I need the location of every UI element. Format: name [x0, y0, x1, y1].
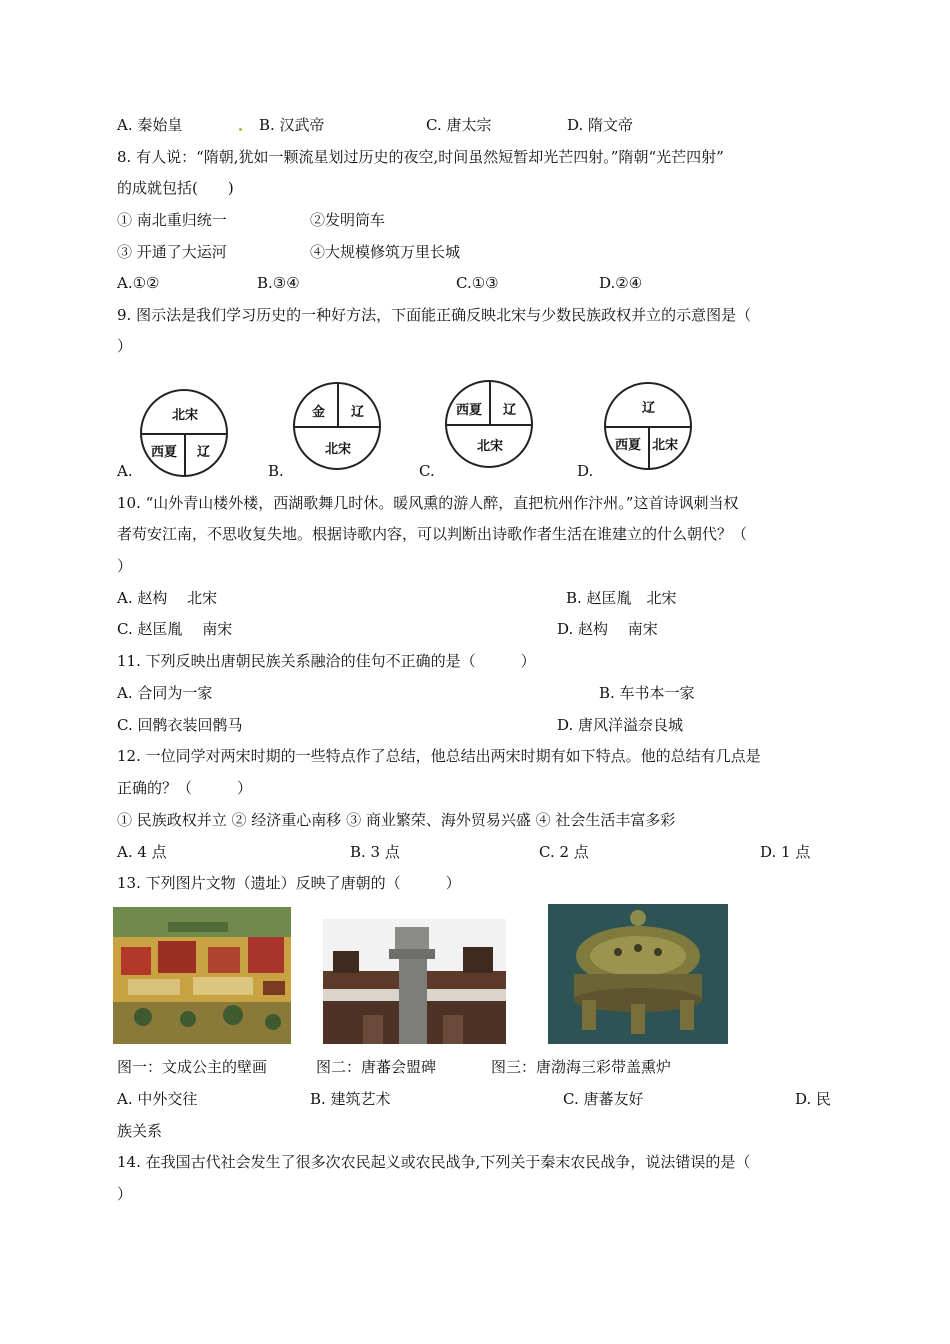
region-label: 西夏 — [456, 403, 483, 418]
region-label: 辽 — [197, 445, 211, 460]
q11-stem: 11. 下列反映出唐朝民族关系融洽的佳句不正确的是（ ） — [117, 652, 536, 670]
q13-option-d-cont: 族关系 — [117, 1122, 163, 1140]
region-label: 辽 — [503, 403, 517, 418]
q9-diagram-b[interactable] — [293, 382, 381, 470]
q9-option-a-label[interactable]: A. — [117, 462, 133, 480]
q12-stem-line2: 正确的？（ ） — [117, 779, 253, 797]
q8-statement-2: ②发明筒车 — [310, 211, 386, 229]
q8-option-c[interactable]: C.①③ — [456, 274, 499, 292]
q9-stem-line1: 9. 图示法是我们学习历史的一种好方法，下面能正确反映北宋与少数民族政权并立的示意图是（ — [117, 306, 752, 324]
q7-option-d[interactable]: D. 隋文帝 — [567, 116, 634, 134]
q12-statements: ① 民族政权并立 ② 经济重心南移 ③ 商业繁荣、海外贸易兴盛 ④ 社会生活丰富多彩 — [117, 811, 676, 829]
q8-option-a[interactable]: A.①② — [117, 274, 160, 292]
q13-caption-3: 图三：唐渤海三彩带盖熏炉 — [491, 1058, 672, 1076]
region-label: 西夏 — [151, 445, 178, 460]
stele-image — [323, 919, 506, 1044]
q8-statement-1: ① 南北重归统一 — [117, 211, 227, 229]
q13-stem: 13. 下列图片文物（遗址）反映了唐朝的（ ） — [117, 874, 461, 892]
q13-caption-2: 图二：唐蕃会盟碑 — [316, 1058, 437, 1076]
q13-option-a[interactable]: A. 中外交往 — [117, 1090, 198, 1108]
q12-stem-line1: 12. 一位同学对两宋时期的一些特点作了总结，他总结出两宋时期有如下特点。他的总结有几点是 — [117, 747, 761, 765]
q11-option-c[interactable]: C. 回鹘衣装回鹘马 — [117, 716, 243, 734]
q8-stem-line1: 8. 有人说：“隋朝,犹如一颗流星划过历史的夜空,时间虽然短暂却光芒四射。”隋朝“光芒四射” — [117, 148, 724, 166]
q14-stem-line1: 14. 在我国古代社会发生了很多次农民起义或农民战争,下列关于秦末农民战争，说法错误的是（ — [117, 1153, 751, 1171]
speck-mark — [239, 128, 242, 131]
q7-option-a[interactable]: A. 秦始皇 — [117, 116, 183, 134]
region-label: 北宋 — [325, 442, 352, 457]
q14-stem-line2: ） — [117, 1185, 133, 1203]
q10-stem-line1: 10. “山外青山楼外楼，西湖歌舞几时休。暖风熏的游人醉，直把杭州作汴州。”这首诗讽刺当权 — [117, 494, 739, 512]
q13-option-b[interactable]: B. 建筑艺术 — [310, 1090, 391, 1108]
q8-statement-3: ③ 开通了大运河 — [117, 243, 227, 261]
q9-option-c-label[interactable]: C. — [419, 462, 435, 480]
q12-option-b[interactable]: B. 3 点 — [350, 843, 400, 861]
q13-option-c[interactable]: C. 唐蕃友好 — [563, 1090, 644, 1108]
region-label: 金 — [312, 405, 326, 420]
q12-option-a[interactable]: A. 4 点 — [117, 843, 167, 861]
censer-image — [548, 904, 728, 1044]
q8-option-b[interactable]: B.③④ — [257, 274, 300, 292]
mural-image — [113, 907, 291, 1044]
q12-option-c[interactable]: C. 2 点 — [539, 843, 589, 861]
region-label: 辽 — [351, 405, 365, 420]
q10-option-c[interactable]: C. 赵匡胤 南宋 — [117, 620, 233, 638]
q9-diagram-d[interactable] — [604, 382, 692, 470]
q9-option-b-label[interactable]: B. — [268, 462, 284, 480]
q7-option-b[interactable]: B. 汉武帝 — [259, 116, 325, 134]
q7-option-c[interactable]: C. 唐太宗 — [426, 116, 492, 134]
region-label: 辽 — [642, 401, 656, 416]
q11-option-d[interactable]: D. 唐风洋溢奈良城 — [557, 716, 684, 734]
region-label: 西夏 — [615, 438, 642, 453]
q9-stem-line2: ） — [117, 337, 133, 355]
q11-option-a[interactable]: A. 合同为一家 — [117, 684, 213, 702]
q12-option-d[interactable]: D. 1 点 — [760, 843, 811, 861]
q9-option-d-label[interactable]: D. — [577, 462, 594, 480]
q10-option-b[interactable]: B. 赵匡胤 北宋 — [566, 589, 677, 607]
q9-diagram-a[interactable] — [140, 389, 228, 477]
q13-option-d[interactable]: D. 民 — [795, 1090, 832, 1108]
q10-stem-line2: 者苟安江南，不思收复失地。根据诗歌内容，可以判断出诗歌作者生活在谁建立的什么朝代？（ — [117, 525, 748, 543]
q9-diagram-c[interactable] — [445, 380, 533, 468]
q10-option-d[interactable]: D. 赵构 南宋 — [557, 620, 658, 638]
q10-option-a[interactable]: A. 赵构 北宋 — [117, 589, 218, 607]
q8-option-d[interactable]: D.②④ — [599, 274, 643, 292]
q8-statement-4: ④大规模修筑万里长城 — [310, 243, 461, 261]
region-label: 北宋 — [477, 439, 504, 454]
region-label: 北宋 — [652, 438, 679, 453]
q8-stem-line2: 的成就包括( ) — [117, 179, 234, 197]
q13-caption-1: 图一：文成公主的壁画 — [117, 1058, 268, 1076]
q11-option-b[interactable]: B. 车书本一家 — [599, 684, 695, 702]
region-label: 北宋 — [172, 408, 199, 423]
q10-stem-line3: ） — [117, 557, 133, 575]
